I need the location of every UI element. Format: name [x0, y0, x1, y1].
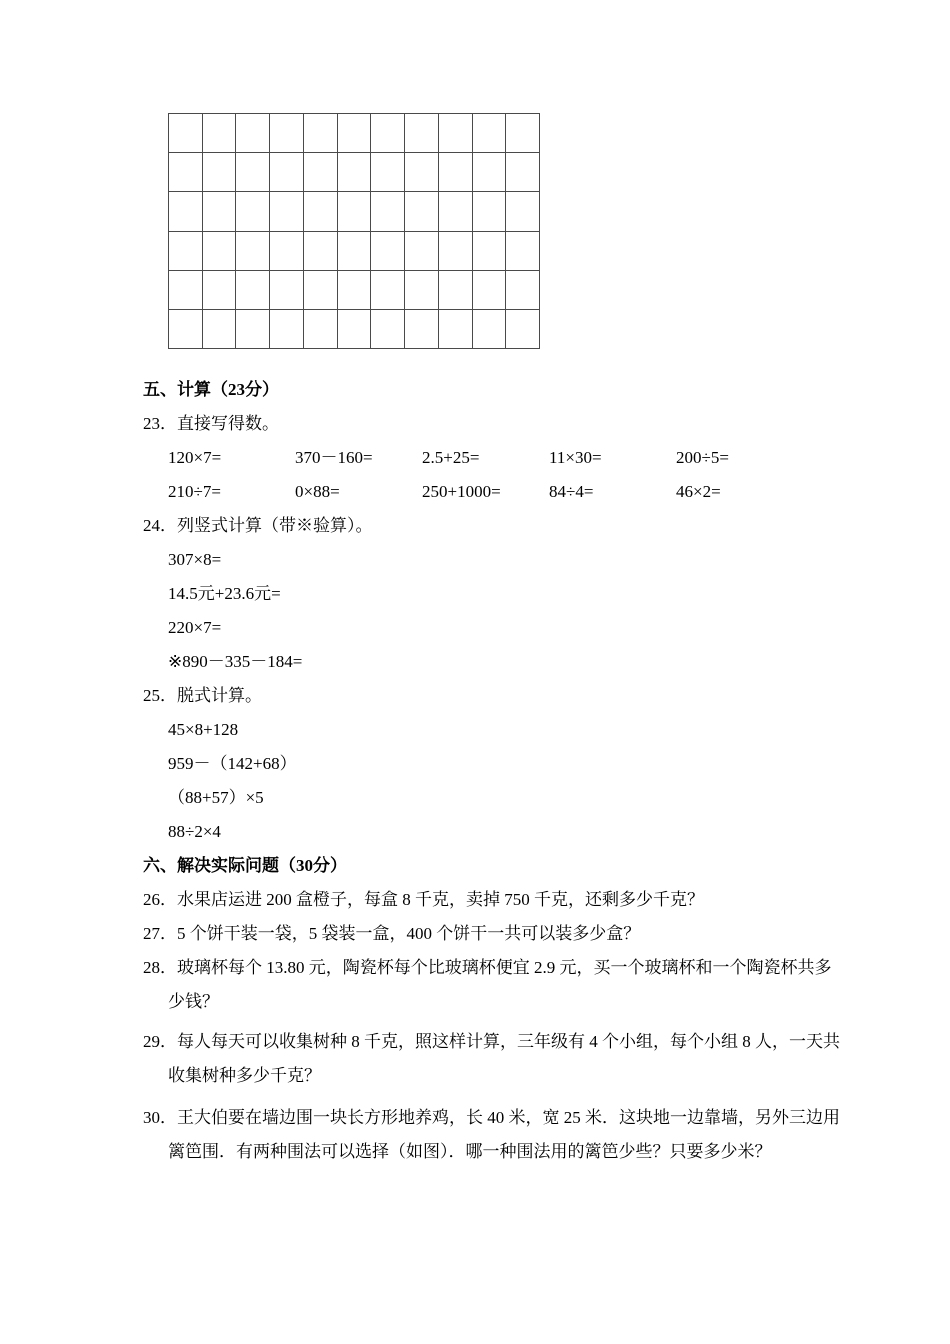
section-word-heading: 六、解决实际问题（30分）	[143, 856, 347, 876]
grid-cell	[405, 310, 439, 349]
grid-cell	[439, 192, 473, 231]
q23-problem: 210÷7=	[168, 482, 221, 502]
grid-cell	[236, 232, 270, 271]
q23-problem: 370－160=	[295, 448, 373, 468]
q24-problem: 14.5元+23.6元=	[168, 584, 281, 604]
grid-cell	[371, 310, 405, 349]
grid-cell	[270, 232, 304, 271]
q28-line: 28．玻璃杯每个 13.80 元，陶瓷杯每个比玻璃杯便宜 2.9 元，买一个玻璃杯和一个陶瓷杯共多	[143, 958, 832, 978]
grid-cell	[169, 310, 203, 349]
q28	[143, 951, 905, 1019]
grid-cell	[473, 232, 507, 271]
grid-cell	[338, 153, 372, 192]
grid-cell	[236, 271, 270, 310]
grid-cell	[304, 192, 338, 231]
q25-label: 25．脱式计算。	[143, 686, 262, 706]
grid-cell	[304, 232, 338, 271]
grid-cell	[371, 232, 405, 271]
q29-line: 收集树种多少千克？	[168, 1066, 321, 1086]
grid-cell	[506, 153, 540, 192]
grid-cell	[506, 271, 540, 310]
q25-problem: 88÷2×4	[168, 822, 221, 842]
q23-problem: 84÷4=	[549, 482, 594, 502]
q28-line: 少钱？	[168, 992, 219, 1012]
q29	[143, 1025, 905, 1093]
grid-cell	[169, 114, 203, 153]
q26	[143, 883, 905, 917]
q23-problem: 120×7=	[168, 448, 222, 468]
grid-cell	[236, 192, 270, 231]
answer-grid	[168, 113, 540, 349]
q23-problem: 250+1000=	[422, 482, 501, 502]
grid-cell	[338, 232, 372, 271]
grid-cell	[439, 232, 473, 271]
grid-cell	[338, 271, 372, 310]
grid-cell	[236, 153, 270, 192]
q23-row1	[143, 441, 905, 475]
q24-problem: 307×8=	[168, 550, 222, 570]
grid-cell	[304, 310, 338, 349]
grid-cell	[473, 310, 507, 349]
grid-cell	[203, 114, 237, 153]
grid-cell	[169, 271, 203, 310]
grid-cell	[270, 114, 304, 153]
q25-problem: 959－（142+68）	[168, 754, 297, 774]
grid-cell	[371, 153, 405, 192]
q24-problem: 220×7=	[168, 618, 222, 638]
grid-cell	[473, 114, 507, 153]
q23-problem: 200÷5=	[676, 448, 729, 468]
grid-cell	[169, 232, 203, 271]
grid-cell	[203, 153, 237, 192]
q30	[143, 1101, 905, 1169]
q25-problem: 45×8+128	[168, 720, 239, 740]
grid-cell	[270, 153, 304, 192]
q23-problem: 0×88=	[295, 482, 340, 502]
grid-cell	[304, 114, 338, 153]
grid-cell	[473, 192, 507, 231]
q25-problem: （88+57）×5	[168, 788, 264, 808]
q27	[143, 917, 905, 951]
grid-cell	[439, 271, 473, 310]
grid-cell	[439, 153, 473, 192]
q30-line: 篱笆围．有两种围法可以选择（如图）．哪一种围法用的篱笆少些？只要多少米？	[168, 1142, 772, 1162]
grid-cell	[304, 271, 338, 310]
grid-cell	[338, 310, 372, 349]
grid-cell	[270, 192, 304, 231]
grid-cell	[371, 114, 405, 153]
grid-cell	[203, 232, 237, 271]
q27-line: 27．5 个饼干装一袋，5 袋装一盒，400 个饼干一共可以装多少盒？	[143, 924, 641, 944]
grid-cell	[236, 114, 270, 153]
grid-cell	[405, 271, 439, 310]
grid-cell	[371, 192, 405, 231]
q24-problem: ※890－335－184=	[168, 652, 303, 672]
grid-cell	[203, 192, 237, 231]
grid-cell	[338, 114, 372, 153]
grid-cell	[371, 271, 405, 310]
grid-cell	[169, 153, 203, 192]
q30-line: 30．王大伯要在墙边围一块长方形地养鸡，长 40 米，宽 25 米．这块地一边靠墙，另外三边用	[143, 1108, 840, 1128]
grid-cell	[439, 310, 473, 349]
q23-row2	[143, 475, 905, 509]
grid-cell	[270, 310, 304, 349]
grid-cell	[405, 114, 439, 153]
grid-cell	[405, 153, 439, 192]
grid-cell	[304, 153, 338, 192]
q23-problem: 2.5+25=	[422, 448, 480, 468]
q23-label: 23．直接写得数。	[143, 414, 279, 434]
grid-cell	[236, 310, 270, 349]
grid-cell	[506, 114, 540, 153]
grid-cell	[506, 192, 540, 231]
grid-cell	[473, 271, 507, 310]
q23-problem: 46×2=	[676, 482, 721, 502]
grid-cell	[270, 271, 304, 310]
grid-cell	[506, 310, 540, 349]
grid-cell	[169, 192, 203, 231]
grid-cell	[405, 232, 439, 271]
grid-cell	[203, 310, 237, 349]
grid-cell	[405, 192, 439, 231]
section-calc-heading: 五、计算（23分）	[143, 380, 279, 400]
q29-line: 29．每人每天可以收集树种 8 千克，照这样计算，三年级有 4 个小组，每个小组 8 人，一天共	[143, 1032, 840, 1052]
grid-cell	[506, 232, 540, 271]
q26-line: 26．水果店运进 200 盒橙子，每盒 8 千克，卖掉 750 千克，还剩多少千克？	[143, 890, 704, 910]
grid-cell	[439, 114, 473, 153]
grid-cell	[473, 153, 507, 192]
q24-label: 24．列竖式计算（带※验算）。	[143, 516, 373, 536]
grid-cell	[203, 271, 237, 310]
grid-cell	[338, 192, 372, 231]
q23-problem: 11×30=	[549, 448, 602, 468]
